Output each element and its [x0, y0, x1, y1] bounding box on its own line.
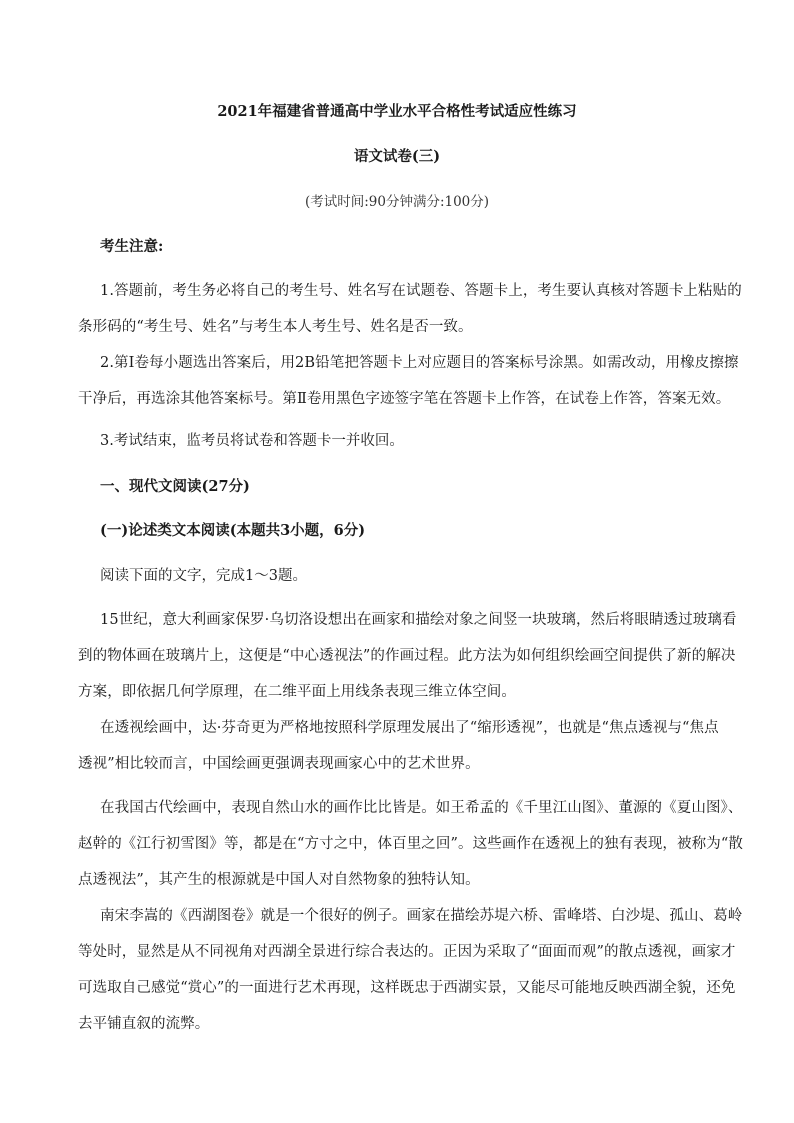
subsection-heading: (一)论述类文本阅读(本题共3小题，6分) [100, 522, 366, 539]
notice-1-line: 条形码的“考生号、姓名”与考生本人考生号、姓名是否一致。 [78, 319, 473, 335]
document-subtitle: 语文试卷(三) [353, 148, 441, 165]
document-title: 2021年福建省普通高中学业水平合格性考试适应性练习 [217, 103, 577, 120]
notice-heading: 考生注意: [100, 238, 164, 255]
paragraph-line: 方案，即依据几何学原理，在二维平面上用线条表现三维立体空间。 [78, 684, 516, 700]
paragraph-line: 在我国古代绘画中，表现自然山水的画作比比皆是。如王希孟的《千里江山图》、董源的《夏山图》、 [100, 800, 743, 816]
notice-3: 3.考试结束，监考员将试卷和答题卡一并收回。 [100, 433, 404, 449]
notice-1 [78, 273, 742, 345]
notice-2-line: 干净后，再选涂其他答案标号。第Ⅱ卷用黑色字迹签字笔在答题卡上作答，在试卷上作答，答案无效。 [78, 391, 731, 407]
paragraph-line: 等处时，显然是从不同视角对西湖全景进行综合表达的。正因为采取了“面面而观”的散点透视，画家才 [78, 944, 736, 960]
notice-1-line: 1.答题前，考生务必将自己的考生号、姓名写在试题卷、答题卡上，考生要认真核对答题卡上粘贴的 [100, 283, 742, 299]
reading-instruction: 阅读下面的文字，完成1～3题。 [100, 568, 307, 584]
paragraph-line: 南宋李嵩的《西湖图卷》就是一个很好的例子。画家在描绘苏堤六桥、雷峰塔、白沙堤、孤山、葛岭 [100, 908, 743, 924]
paragraph-line: 可选取自己感觉“赏心”的一面进行艺术再现，这样既忠于西湖实景，又能尽可能地反映西湖全貌，还免 [78, 980, 736, 996]
notice-2-line: 2.第Ⅰ卷每小题选出答案后，用2B铅笔把答题卡上对应题目的答案标号涂黑。如需改动，用橡皮擦擦 [100, 355, 739, 371]
paragraph-line: 在透视绘画中，达·芬奇更为严格地按照科学原理发展出了“缩形透视”，也就是“焦点透视与“焦点 [100, 720, 719, 736]
notice-2 [78, 345, 739, 417]
passage-paragraph-2 [78, 710, 728, 782]
passage-paragraph-4 [78, 898, 743, 1042]
paragraph-line: 15世纪，意大利画家保罗·乌切洛设想出在画家和描绘对象之间竖一块玻璃，然后将眼睛透过玻璃看 [100, 612, 737, 628]
paragraph-line: 到的物体画在玻璃片上，这便是“中心透视法”的作画过程。此方法为如何组织绘画空间提供了新的解决 [78, 648, 736, 664]
paragraph-line: 透视”相比较而言，中国绘画更强调表现画家心中的艺术世界。 [78, 756, 480, 772]
passage-paragraph-1 [78, 602, 737, 710]
paragraph-line: 点透视法”，其产生的根源就是中国人对自然物象的独特认知。 [78, 872, 480, 888]
paragraph-line: 赵幹的《江行初雪图》等，都是在“方寸之中，体百里之回”。这些画作在透视上的独有表现，被称为“散 [78, 836, 743, 852]
exam-info: (考试时间:90分钟满分:100分) [304, 194, 490, 210]
passage-paragraph-3 [78, 790, 743, 898]
section-heading: 一、现代文阅读(27分) [100, 478, 250, 495]
paragraph-line: 去平铺直叙的流弊。 [78, 1016, 210, 1032]
